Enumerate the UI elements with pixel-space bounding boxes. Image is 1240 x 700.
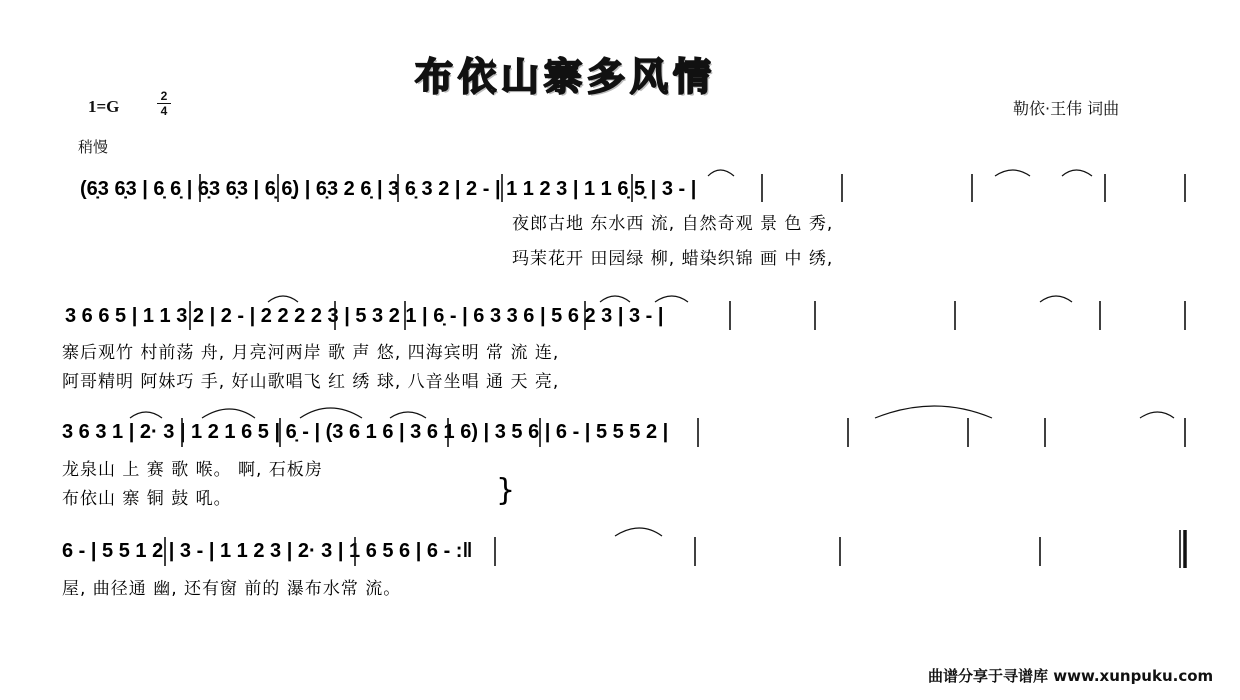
slur (390, 412, 426, 418)
time-signature-top: 2 (160, 89, 168, 103)
slur (600, 296, 630, 302)
lyrics-row-1-verse-2: 玛茉花开 田园绿 柳, 蜡染织锦 画 中 绣, (512, 249, 834, 269)
notation-row-1 (80, 178, 696, 200)
slur (1140, 412, 1174, 418)
slur (995, 170, 1030, 176)
time-signature-bottom: 4 (160, 104, 168, 118)
lyrics-row-3-verse-1: 龙泉山 上 赛 歌 喉。 啊, 石板房 (62, 460, 323, 480)
tempo-marking: 稍慢 (78, 138, 109, 156)
lyrics-row-2-verse-1: 寨后观竹 村前荡 舟, 月亮河两岸 歌 声 悠, 四海宾明 常 流 连, (62, 343, 560, 363)
slur (202, 409, 255, 418)
footer-watermark: 曲谱分享于寻谱库 www.xunpuku.com (928, 667, 1214, 685)
author-credit: 勒依·王伟 词曲 (1013, 99, 1120, 118)
lyrics-row-3 (62, 460, 515, 509)
lyrics-row-4 (62, 579, 401, 599)
slur (300, 408, 362, 418)
lyrics-row-3-verse-2: 布依山 寨 铜 鼓 吼。 (62, 489, 232, 509)
notation-row-4 (62, 540, 472, 562)
slur (615, 528, 662, 536)
notation-row-2 (65, 305, 664, 327)
notation-row-3-text: 3 6 3 1 | 2· 3 | 1 2 1 6 5 | 6̣ - | (3 6 1 6 | 3 6 1 6) | 3 5 6 | 6 - | 5 5 5 2 | (62, 421, 669, 443)
slur (130, 412, 162, 418)
slur (1040, 296, 1072, 302)
notation-row-1-text: (6̣3 6̣3 | 6̣ 6̣ | 6̣3 6̣3 | 6̣ 6̣) | 6̣3 2 6̣ | 3 6̣ 3 2 | 2 - | 1 1 2 3 | 1 1 6̣ 5̣ | 3 - | (80, 178, 697, 200)
slur (268, 296, 298, 302)
lyrics-row-2-verse-2: 阿哥精明 阿妹巧 手, 好山歌唱飞 红 绣 球, 八音坐唱 通 天 亮, (62, 372, 560, 392)
notation-row-3 (62, 421, 668, 443)
notation-row-4-text: 6 - | 5 5 1 2 | 3 - | 1 1 2 3 | 2· 3 | 1 6 5 6 | 6 - :‖ (62, 540, 473, 562)
slur (875, 406, 992, 418)
notation-row-2-text: 3 6 6 5 | 1 1 3 2 | 2 - | 2 2 2 2 3 | 5 3 2 1 | 6̣ - | 6 3 3 6 | 5 6 2 3 | 3 - | (65, 305, 664, 327)
lyrics-brace: } (496, 473, 516, 508)
lyrics-row-2 (62, 343, 559, 392)
lyrics-row-4-text: 屋, 曲径通 幽, 还有窗 前的 瀑布水常 流。 (62, 579, 402, 599)
lyrics-row-1-verse-1: 夜郎古地 东水西 流, 自然奇观 景 色 秀, (512, 214, 834, 234)
slur (708, 170, 734, 176)
lyrics-row-1 (512, 214, 833, 269)
key-signature: 1=G (88, 97, 120, 116)
slur (655, 296, 688, 302)
slur (1062, 170, 1092, 176)
page-title: 布依山寨多风情 (415, 55, 717, 99)
